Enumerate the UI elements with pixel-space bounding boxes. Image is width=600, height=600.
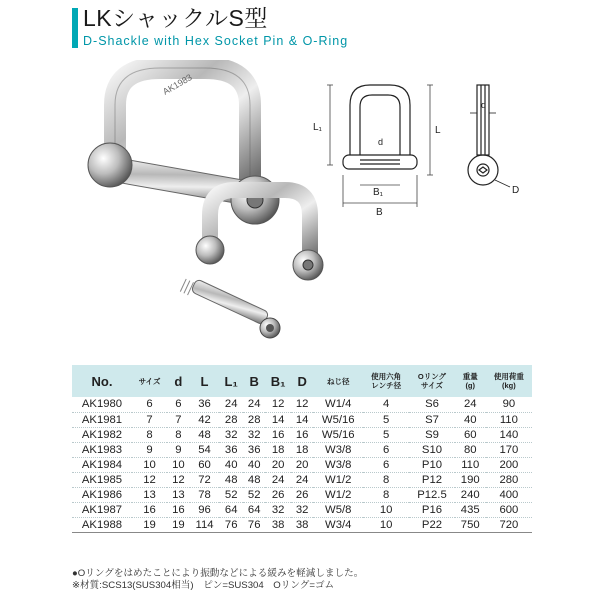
table-cell: 140: [499, 428, 519, 441]
table-cell: 52: [224, 488, 238, 501]
table-cell: 10: [379, 503, 393, 516]
table-cell: W5/8: [325, 503, 352, 516]
table-cell: 32: [224, 428, 238, 441]
col-load: 使用荷重 (kg): [493, 372, 524, 390]
col-B: B: [249, 373, 259, 389]
table-row: [72, 502, 532, 517]
table-cell: 7: [146, 413, 153, 426]
table-cell: S6: [425, 398, 439, 411]
table-cell: 720: [499, 518, 519, 531]
table-cell: 64: [247, 503, 261, 516]
product-photo: [70, 60, 330, 350]
table-cell: 38: [271, 518, 285, 531]
table-cell: W5/16: [321, 413, 355, 426]
col-L: L: [200, 373, 209, 389]
cell-product-no: AK1983: [81, 443, 123, 456]
table-cell: 12: [172, 473, 185, 486]
table-cell: 28: [224, 413, 238, 426]
cell-product-no: AK1982: [81, 428, 123, 441]
table-cell: 114: [195, 518, 214, 531]
table-cell: 600: [499, 503, 519, 516]
table-cell: 12: [295, 398, 309, 411]
table-cell: 170: [499, 443, 519, 456]
table-cell: 110: [499, 413, 518, 426]
hex-socket-pin: [180, 279, 280, 338]
table-cell: 4: [383, 398, 390, 411]
table-row: [72, 457, 532, 472]
table-cell: 7: [175, 413, 182, 426]
table-cell: 36: [198, 398, 211, 411]
col-oring: Oリング サイズ: [417, 372, 447, 390]
table-cell: W3/8: [325, 443, 352, 456]
table-cell: 38: [295, 518, 309, 531]
table-row: [72, 487, 532, 502]
page-title: LKシャックルS型: [83, 5, 268, 31]
table-cell: W1/2: [325, 473, 352, 486]
table-cell: 6: [383, 443, 390, 456]
table-cell: 240: [460, 488, 480, 501]
table-cell: 13: [172, 488, 185, 501]
cell-product-no: AK1981: [81, 413, 123, 426]
col-no: No.: [91, 373, 113, 389]
table-cell: 6: [383, 458, 390, 471]
table-cell: 48: [224, 473, 238, 486]
table-cell: 48: [247, 473, 261, 486]
table-cell: 435: [460, 503, 480, 516]
table-row: [72, 412, 532, 427]
spec-table-body: [72, 397, 532, 532]
table-cell: 9: [146, 443, 153, 456]
label-L1: L₁: [313, 122, 322, 133]
table-cell: 24: [295, 473, 309, 486]
table-row: [72, 472, 532, 487]
table-cell: 32: [295, 503, 309, 516]
table-cell: P12.5: [417, 488, 447, 501]
label-D: D: [512, 185, 520, 196]
col-L1: L₁: [224, 373, 238, 389]
table-cell: W5/16: [321, 428, 355, 441]
table-cell: 32: [271, 503, 285, 516]
table-cell: W3/8: [325, 458, 352, 471]
table-cell: 14: [271, 413, 285, 426]
table-row: [72, 442, 532, 457]
table-cell: 40: [463, 413, 477, 426]
col-weight: 重量 (g): [462, 372, 478, 390]
table-cell: 90: [502, 398, 516, 411]
table-cell: 36: [224, 443, 238, 456]
table-cell: 6: [146, 398, 153, 411]
table-cell: 14: [295, 413, 309, 426]
table-cell: 8: [383, 473, 390, 486]
table-row: [72, 517, 532, 532]
table-cell: 16: [295, 428, 309, 441]
table-cell: 200: [499, 458, 519, 471]
table-cell: 5: [383, 428, 390, 441]
table-cell: 64: [224, 503, 238, 516]
side-view: [468, 85, 510, 187]
table-cell: 24: [463, 398, 477, 411]
cell-product-no: AK1984: [81, 458, 123, 471]
table-cell: 10: [379, 518, 393, 531]
table-cell: 60: [198, 458, 211, 471]
label-L: L: [435, 125, 441, 136]
table-row: [72, 427, 532, 442]
table-cell: 26: [271, 488, 285, 501]
table-cell: 16: [172, 503, 185, 516]
table-cell: 6: [175, 398, 182, 411]
table-cell: P16: [421, 503, 443, 516]
table-cell: P12: [421, 473, 443, 486]
page-subtitle: D-Shackle with Hex Socket Pin & O-Ring: [83, 34, 349, 48]
table-cell: 18: [271, 443, 285, 456]
table-row: [72, 397, 532, 412]
table-cell: 8: [383, 488, 390, 501]
table-cell: S7: [425, 413, 439, 426]
title-accent-bar: [72, 8, 78, 48]
label-d-front: d: [378, 137, 384, 147]
table-cell: W3/4: [325, 518, 352, 531]
table-cell: 24: [271, 473, 285, 486]
table-cell: 19: [172, 518, 185, 531]
table-cell: 13: [143, 488, 156, 501]
cell-product-no: AK1980: [81, 398, 123, 411]
col-thread: ねじ径: [326, 376, 350, 386]
table-cell: 78: [198, 488, 211, 501]
table-cell: 20: [295, 458, 309, 471]
cell-product-no: AK1986: [81, 488, 123, 501]
col-D: D: [297, 373, 307, 389]
large-shackle: [88, 68, 279, 224]
table-cell: 10: [172, 458, 185, 471]
table-cell: 26: [295, 488, 309, 501]
engraving-text: AK1983: [161, 72, 194, 97]
table-cell: 16: [143, 503, 156, 516]
spec-table: [72, 365, 532, 533]
table-cell: 110: [461, 458, 480, 471]
table-cell: 280: [499, 473, 519, 486]
dimension-diagram: [305, 75, 555, 225]
table-cell: 16: [271, 428, 285, 441]
table-cell: S10: [421, 443, 443, 456]
table-cell: 42: [198, 413, 211, 426]
table-cell: 32: [247, 428, 261, 441]
table-cell: 48: [198, 428, 211, 441]
note-material: ※材質:SCS13(SUS304相当) ピン=SUS304 Oリング=ゴム: [72, 580, 335, 591]
table-cell: 96: [198, 503, 211, 516]
table-cell: 8: [146, 428, 153, 441]
col-d: d: [174, 373, 183, 389]
table-cell: 72: [198, 473, 211, 486]
table-cell: 36: [247, 443, 261, 456]
table-cell: S9: [425, 428, 439, 441]
header: [83, 4, 348, 48]
table-cell: 76: [247, 518, 261, 531]
table-cell: 10: [143, 458, 156, 471]
table-cell: 8: [175, 428, 182, 441]
table-cell: 24: [224, 398, 238, 411]
cell-product-no: AK1987: [81, 503, 123, 516]
table-cell: 24: [247, 398, 261, 411]
table-cell: 20: [271, 458, 285, 471]
col-size: サイズ: [138, 376, 161, 386]
notes: [72, 568, 363, 592]
label-d-side: d: [481, 100, 487, 110]
table-cell: 60: [463, 428, 477, 441]
table-cell: P10: [421, 458, 443, 471]
table-cell: 40: [247, 458, 261, 471]
col-wrench: 使用六角 レンチ径: [371, 372, 402, 390]
cell-product-no: AK1988: [81, 518, 123, 531]
table-cell: 750: [460, 518, 480, 531]
label-B1: B₁: [373, 187, 384, 198]
note-oring: ●Oリングをはめたことにより振動などによる緩みを軽減しました。: [72, 568, 364, 579]
table-cell: P22: [421, 518, 443, 531]
table-cell: 19: [143, 518, 156, 531]
table-cell: 28: [247, 413, 261, 426]
table-cell: 12: [143, 473, 156, 486]
table-cell: 18: [295, 443, 309, 456]
table-cell: 40: [224, 458, 238, 471]
table-cell: 5: [383, 413, 390, 426]
table-cell: 400: [499, 488, 519, 501]
table-cell: 190: [460, 473, 480, 486]
table-cell: 80: [463, 443, 477, 456]
label-B: B: [376, 207, 383, 218]
table-cell: 9: [175, 443, 182, 456]
table-cell: 52: [247, 488, 261, 501]
col-B1: B₁: [270, 373, 286, 389]
spec-table-header: [72, 365, 532, 397]
table-cell: W1/4: [325, 398, 352, 411]
table-cell: W1/2: [325, 488, 352, 501]
table-cell: 54: [198, 443, 211, 456]
cell-product-no: AK1985: [81, 473, 123, 486]
table-cell: 12: [271, 398, 285, 411]
table-cell: 76: [224, 518, 238, 531]
front-view: [343, 85, 417, 169]
